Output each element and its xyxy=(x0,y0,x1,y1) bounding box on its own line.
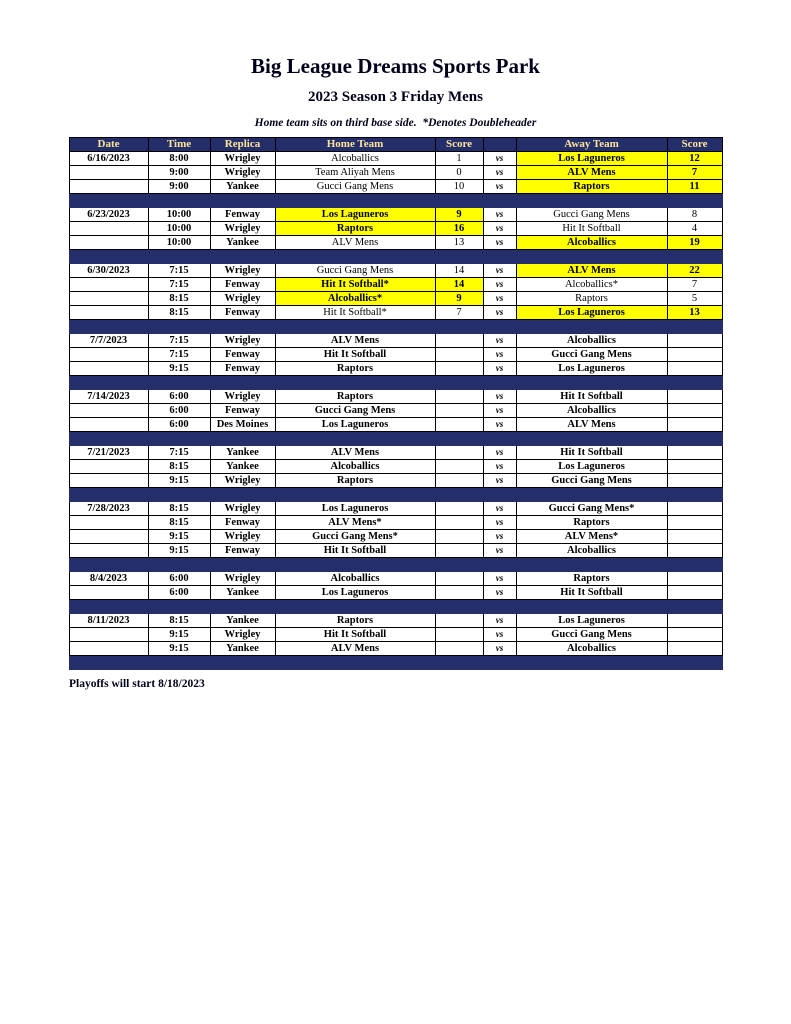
away-team-cell: Los Laguneros xyxy=(516,306,667,320)
away-team-cell: Gucci Gang Mens xyxy=(516,348,667,362)
home-score-cell xyxy=(435,530,483,544)
home-score-cell: 9 xyxy=(435,292,483,306)
vs-label: vs xyxy=(483,530,516,544)
home-team-cell: ALV Mens xyxy=(275,642,435,656)
home-team-cell: Hit It Softball xyxy=(275,628,435,642)
home-team-cell: Alcoballics xyxy=(275,572,435,586)
vs-label: vs xyxy=(483,166,516,180)
away-team-cell: ALV Mens xyxy=(516,418,667,432)
header-date: Date xyxy=(69,138,148,152)
replica-cell: Yankee xyxy=(210,446,275,460)
home-score-cell xyxy=(435,628,483,642)
date-cell: 6/23/2023 xyxy=(69,208,148,222)
date-cell xyxy=(69,516,148,530)
game-row xyxy=(69,460,722,474)
away-score-cell: 11 xyxy=(667,180,722,194)
replica-cell: Fenway xyxy=(210,362,275,376)
replica-cell: Wrigley xyxy=(210,628,275,642)
away-team-cell: Raptors xyxy=(516,516,667,530)
away-team-cell: Raptors xyxy=(516,180,667,194)
home-team-cell: Los Laguneros xyxy=(275,502,435,516)
away-score-cell xyxy=(667,544,722,558)
replica-cell: Fenway xyxy=(210,208,275,222)
time-cell: 8:15 xyxy=(148,516,210,530)
home-team-cell: Gucci Gang Mens* xyxy=(275,530,435,544)
away-team-cell: Gucci Gang Mens xyxy=(516,628,667,642)
away-team-cell: Los Laguneros xyxy=(516,362,667,376)
replica-cell: Yankee xyxy=(210,586,275,600)
date-cell xyxy=(69,306,148,320)
game-row xyxy=(69,586,722,600)
away-team-cell: Hit It Softball xyxy=(516,446,667,460)
date-cell xyxy=(69,292,148,306)
away-score-cell xyxy=(667,418,722,432)
away-team-cell: Gucci Gang Mens* xyxy=(516,502,667,516)
away-score-cell: 12 xyxy=(667,152,722,166)
header-vs xyxy=(483,138,516,152)
home-score-cell xyxy=(435,572,483,586)
vs-label: vs xyxy=(483,572,516,586)
replica-cell: Fenway xyxy=(210,278,275,292)
vs-label: vs xyxy=(483,544,516,558)
time-cell: 8:15 xyxy=(148,292,210,306)
game-row xyxy=(69,152,722,166)
vs-label: vs xyxy=(483,460,516,474)
home-team-cell: ALV Mens* xyxy=(275,516,435,530)
away-team-cell: Hit It Softball xyxy=(516,586,667,600)
time-cell: 6:00 xyxy=(148,586,210,600)
game-row xyxy=(69,292,722,306)
header-away-team: Away Team xyxy=(516,138,667,152)
vs-label: vs xyxy=(483,348,516,362)
away-score-cell: 22 xyxy=(667,264,722,278)
group-separator-row xyxy=(69,558,722,572)
away-score-cell: 19 xyxy=(667,236,722,250)
home-team-cell: Raptors xyxy=(275,390,435,404)
vs-label: vs xyxy=(483,334,516,348)
away-team-cell: Alcoballics* xyxy=(516,278,667,292)
time-cell: 6:00 xyxy=(148,418,210,432)
header-row xyxy=(69,138,722,152)
time-cell: 10:00 xyxy=(148,222,210,236)
date-cell: 7/28/2023 xyxy=(69,502,148,516)
time-cell: 10:00 xyxy=(148,208,210,222)
away-score-cell xyxy=(667,390,722,404)
vs-label: vs xyxy=(483,404,516,418)
header-home-score: Score xyxy=(435,138,483,152)
game-row xyxy=(69,502,722,516)
date-cell: 6/16/2023 xyxy=(69,152,148,166)
home-team-cell: Raptors xyxy=(275,474,435,488)
replica-cell: Fenway xyxy=(210,516,275,530)
home-team-cell: Hit It Softball xyxy=(275,348,435,362)
away-score-cell xyxy=(667,460,722,474)
game-row xyxy=(69,572,722,586)
replica-cell: Wrigley xyxy=(210,264,275,278)
home-team-cell: Raptors xyxy=(275,222,435,236)
home-score-cell xyxy=(435,544,483,558)
vs-label: vs xyxy=(483,208,516,222)
time-cell: 6:00 xyxy=(148,572,210,586)
vs-label: vs xyxy=(483,642,516,656)
date-cell xyxy=(69,460,148,474)
game-row xyxy=(69,516,722,530)
time-cell: 7:15 xyxy=(148,334,210,348)
away-score-cell xyxy=(667,474,722,488)
page-subtitle: 2023 Season 3 Friday Mens xyxy=(307,89,483,105)
game-row xyxy=(69,390,722,404)
date-cell xyxy=(69,418,148,432)
away-score-cell xyxy=(667,348,722,362)
time-cell: 9:15 xyxy=(148,474,210,488)
away-team-cell: Alcoballics xyxy=(516,236,667,250)
time-cell: 8:00 xyxy=(148,152,210,166)
home-team-cell: Los Laguneros xyxy=(275,208,435,222)
replica-cell: Yankee xyxy=(210,614,275,628)
header-time: Time xyxy=(148,138,210,152)
game-row xyxy=(69,530,722,544)
home-team-cell: Hit It Softball* xyxy=(275,278,435,292)
game-row xyxy=(69,208,722,222)
home-score-cell xyxy=(435,502,483,516)
date-cell xyxy=(69,348,148,362)
date-cell: 6/30/2023 xyxy=(69,264,148,278)
time-cell: 9:15 xyxy=(148,642,210,656)
replica-cell: Fenway xyxy=(210,404,275,418)
replica-cell: Fenway xyxy=(210,306,275,320)
home-score-cell xyxy=(435,474,483,488)
home-score-cell: 10 xyxy=(435,180,483,194)
away-team-cell: Hit It Softball xyxy=(516,390,667,404)
home-team-cell: Los Laguneros xyxy=(275,418,435,432)
replica-cell: Wrigley xyxy=(210,334,275,348)
time-cell: 6:00 xyxy=(148,390,210,404)
vs-label: vs xyxy=(483,180,516,194)
replica-cell: Yankee xyxy=(210,460,275,474)
time-cell: 8:15 xyxy=(148,460,210,474)
schedule-body xyxy=(69,152,722,670)
group-separator-row xyxy=(69,656,722,670)
vs-label: vs xyxy=(483,292,516,306)
away-score-cell xyxy=(667,516,722,530)
vs-label: vs xyxy=(483,278,516,292)
away-score-cell xyxy=(667,502,722,516)
away-score-cell xyxy=(667,334,722,348)
date-cell xyxy=(69,544,148,558)
game-row xyxy=(69,278,722,292)
away-team-cell: Los Laguneros xyxy=(516,614,667,628)
vs-label: vs xyxy=(483,236,516,250)
group-separator xyxy=(69,656,722,670)
game-row xyxy=(69,348,722,362)
away-score-cell xyxy=(667,586,722,600)
date-cell xyxy=(69,628,148,642)
replica-cell: Wrigley xyxy=(210,222,275,236)
game-row xyxy=(69,446,722,460)
home-score-cell xyxy=(435,404,483,418)
date-cell: 8/11/2023 xyxy=(69,614,148,628)
home-score-cell: 14 xyxy=(435,264,483,278)
date-cell xyxy=(69,362,148,376)
replica-cell: Yankee xyxy=(210,642,275,656)
vs-label: vs xyxy=(483,614,516,628)
date-cell: 7/21/2023 xyxy=(69,446,148,460)
game-row xyxy=(69,614,722,628)
home-team-cell: Gucci Gang Mens xyxy=(275,264,435,278)
home-team-cell: Hit It Softball xyxy=(275,544,435,558)
home-team-cell: ALV Mens xyxy=(275,446,435,460)
home-score-cell xyxy=(435,516,483,530)
home-score-cell: 13 xyxy=(435,236,483,250)
page-note: Home team sits on third base side. *Denotes Doubleheader xyxy=(254,117,537,129)
away-team-cell: ALV Mens* xyxy=(516,530,667,544)
replica-cell: Yankee xyxy=(210,180,275,194)
replica-cell: Wrigley xyxy=(210,390,275,404)
vs-label: vs xyxy=(483,418,516,432)
home-score-cell xyxy=(435,348,483,362)
away-score-cell: 5 xyxy=(667,292,722,306)
game-row xyxy=(69,222,722,236)
group-separator-row xyxy=(69,194,722,208)
home-score-cell: 14 xyxy=(435,278,483,292)
replica-cell: Des Moines xyxy=(210,418,275,432)
playoffs-note: Playoffs will start 8/18/2023 xyxy=(69,678,205,690)
time-cell: 7:15 xyxy=(148,264,210,278)
home-team-cell: Team Aliyah Mens xyxy=(275,166,435,180)
game-row xyxy=(69,474,722,488)
date-cell: 8/4/2023 xyxy=(69,572,148,586)
away-score-cell: 13 xyxy=(667,306,722,320)
away-score-cell xyxy=(667,614,722,628)
vs-label: vs xyxy=(483,628,516,642)
time-cell: 7:15 xyxy=(148,348,210,362)
home-score-cell: 7 xyxy=(435,306,483,320)
group-separator xyxy=(69,488,722,502)
replica-cell: Fenway xyxy=(210,544,275,558)
away-score-cell xyxy=(667,642,722,656)
group-separator-row xyxy=(69,320,722,334)
replica-cell: Wrigley xyxy=(210,474,275,488)
game-row xyxy=(69,236,722,250)
time-cell: 9:15 xyxy=(148,628,210,642)
vs-label: vs xyxy=(483,390,516,404)
away-score-cell xyxy=(667,446,722,460)
date-cell xyxy=(69,180,148,194)
game-row xyxy=(69,180,722,194)
away-team-cell: ALV Mens xyxy=(516,166,667,180)
header-home-team: Home Team xyxy=(275,138,435,152)
home-team-cell: Alcoballics xyxy=(275,152,435,166)
game-row xyxy=(69,628,722,642)
away-team-cell: ALV Mens xyxy=(516,264,667,278)
away-score-cell xyxy=(667,628,722,642)
replica-cell: Wrigley xyxy=(210,152,275,166)
date-cell xyxy=(69,642,148,656)
home-team-cell: Alcoballics* xyxy=(275,292,435,306)
vs-label: vs xyxy=(483,586,516,600)
away-team-cell: Hit It Softball xyxy=(516,222,667,236)
replica-cell: Wrigley xyxy=(210,292,275,306)
group-separator-row xyxy=(69,488,722,502)
date-cell: 7/7/2023 xyxy=(69,334,148,348)
away-team-cell: Alcoballics xyxy=(516,544,667,558)
group-separator xyxy=(69,194,722,208)
vs-label: vs xyxy=(483,222,516,236)
away-team-cell: Los Laguneros xyxy=(516,460,667,474)
home-team-cell: ALV Mens xyxy=(275,334,435,348)
date-cell: 7/14/2023 xyxy=(69,390,148,404)
header-replica: Replica xyxy=(210,138,275,152)
home-score-cell xyxy=(435,390,483,404)
group-separator xyxy=(69,376,722,390)
game-row xyxy=(69,404,722,418)
date-cell xyxy=(69,404,148,418)
away-team-cell: Gucci Gang Mens xyxy=(516,208,667,222)
home-team-cell: Gucci Gang Mens xyxy=(275,404,435,418)
schedule-table xyxy=(69,137,723,670)
time-cell: 8:15 xyxy=(148,614,210,628)
away-score-cell: 4 xyxy=(667,222,722,236)
home-score-cell: 9 xyxy=(435,208,483,222)
game-row xyxy=(69,642,722,656)
vs-label: vs xyxy=(483,446,516,460)
date-cell xyxy=(69,222,148,236)
home-team-cell: Raptors xyxy=(275,614,435,628)
game-row xyxy=(69,334,722,348)
away-team-cell: Gucci Gang Mens xyxy=(516,474,667,488)
date-cell xyxy=(69,166,148,180)
time-cell: 9:15 xyxy=(148,530,210,544)
group-separator xyxy=(69,432,722,446)
date-cell xyxy=(69,236,148,250)
away-team-cell: Los Laguneros xyxy=(516,152,667,166)
replica-cell: Fenway xyxy=(210,348,275,362)
date-cell xyxy=(69,278,148,292)
home-score-cell xyxy=(435,362,483,376)
home-score-cell xyxy=(435,614,483,628)
home-team-cell: Hit It Softball* xyxy=(275,306,435,320)
away-score-cell xyxy=(667,362,722,376)
away-score-cell: 7 xyxy=(667,166,722,180)
home-score-cell xyxy=(435,460,483,474)
time-cell: 9:15 xyxy=(148,362,210,376)
home-score-cell: 16 xyxy=(435,222,483,236)
away-team-cell: Raptors xyxy=(516,572,667,586)
away-team-cell: Alcoballics xyxy=(516,404,667,418)
away-score-cell: 7 xyxy=(667,278,722,292)
group-separator xyxy=(69,320,722,334)
date-cell xyxy=(69,586,148,600)
home-score-cell: 1 xyxy=(435,152,483,166)
group-separator-row xyxy=(69,432,722,446)
date-cell xyxy=(69,474,148,488)
time-cell: 6:00 xyxy=(148,404,210,418)
away-score-cell xyxy=(667,404,722,418)
vs-label: vs xyxy=(483,306,516,320)
game-row xyxy=(69,544,722,558)
group-separator xyxy=(69,600,722,614)
away-score-cell: 8 xyxy=(667,208,722,222)
vs-label: vs xyxy=(483,362,516,376)
home-score-cell xyxy=(435,446,483,460)
group-separator xyxy=(69,250,722,264)
home-team-cell: ALV Mens xyxy=(275,236,435,250)
page-title: Big League Dreams Sports Park xyxy=(251,54,540,78)
home-score-cell: 0 xyxy=(435,166,483,180)
away-team-cell: Raptors xyxy=(516,292,667,306)
game-row xyxy=(69,166,722,180)
time-cell: 9:15 xyxy=(148,544,210,558)
home-team-cell: Gucci Gang Mens xyxy=(275,180,435,194)
header-away-score: Score xyxy=(667,138,722,152)
home-team-cell: Alcoballics xyxy=(275,460,435,474)
game-row xyxy=(69,362,722,376)
home-team-cell: Los Laguneros xyxy=(275,586,435,600)
replica-cell: Wrigley xyxy=(210,502,275,516)
group-separator-row xyxy=(69,376,722,390)
vs-label: vs xyxy=(483,474,516,488)
replica-cell: Yankee xyxy=(210,236,275,250)
date-cell xyxy=(69,530,148,544)
replica-cell: Wrigley xyxy=(210,530,275,544)
home-score-cell xyxy=(435,334,483,348)
away-team-cell: Alcoballics xyxy=(516,642,667,656)
time-cell: 7:15 xyxy=(148,446,210,460)
replica-cell: Wrigley xyxy=(210,572,275,586)
home-score-cell xyxy=(435,418,483,432)
home-score-cell xyxy=(435,586,483,600)
away-score-cell xyxy=(667,572,722,586)
group-separator-row xyxy=(69,600,722,614)
home-score-cell xyxy=(435,642,483,656)
game-row xyxy=(69,418,722,432)
away-score-cell xyxy=(667,530,722,544)
home-team-cell: Raptors xyxy=(275,362,435,376)
time-cell: 8:15 xyxy=(148,502,210,516)
game-row xyxy=(69,306,722,320)
group-separator-row xyxy=(69,250,722,264)
vs-label: vs xyxy=(483,152,516,166)
game-row xyxy=(69,264,722,278)
vs-label: vs xyxy=(483,264,516,278)
time-cell: 7:15 xyxy=(148,278,210,292)
vs-label: vs xyxy=(483,502,516,516)
away-team-cell: Alcoballics xyxy=(516,334,667,348)
group-separator xyxy=(69,558,722,572)
time-cell: 8:15 xyxy=(148,306,210,320)
time-cell: 10:00 xyxy=(148,236,210,250)
time-cell: 9:00 xyxy=(148,180,210,194)
time-cell: 9:00 xyxy=(148,166,210,180)
vs-label: vs xyxy=(483,516,516,530)
replica-cell: Wrigley xyxy=(210,166,275,180)
